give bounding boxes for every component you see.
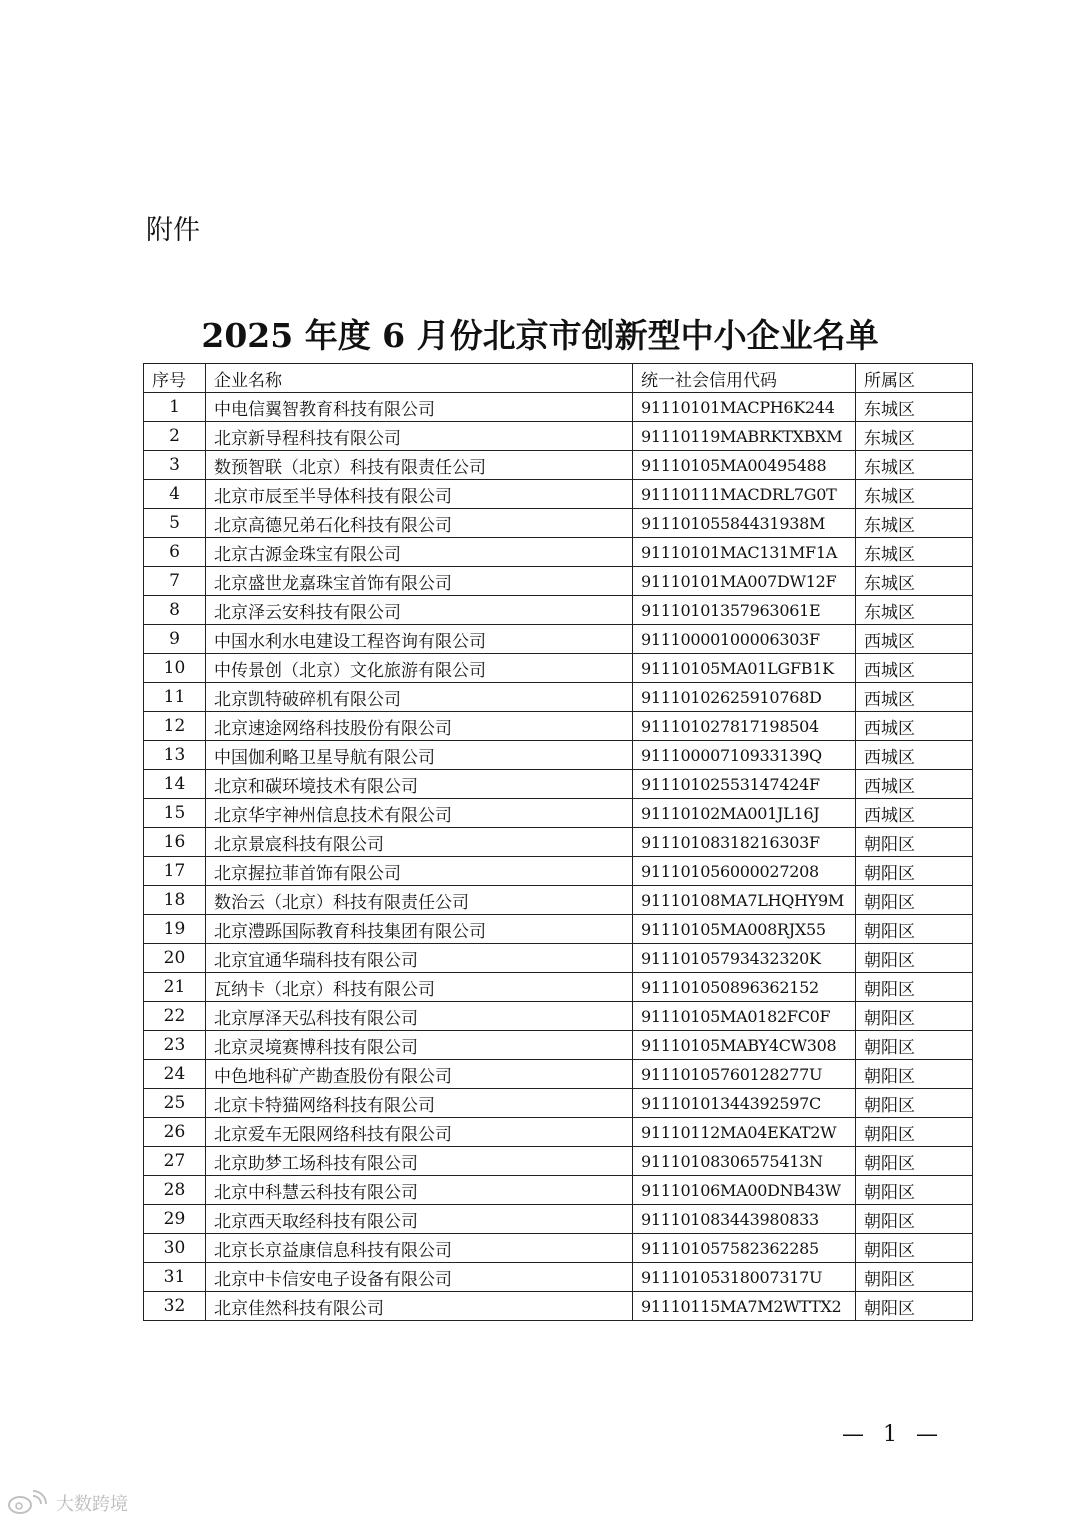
row-credit-code: 91110105MA01LGFB1K [633, 654, 856, 683]
table-header [144, 364, 973, 393]
row-credit-code: 91110105760128277U [633, 1060, 856, 1089]
row-district: 东城区 [856, 480, 973, 509]
row-credit-code: 91110101357963061E [633, 596, 856, 625]
row-district: 朝阳区 [856, 1292, 973, 1321]
row-no: 1 [144, 393, 206, 422]
row-company-name: 北京盛世龙嘉珠宝首饰有限公司 [206, 567, 633, 596]
enterprise-table [143, 363, 973, 1321]
table-row [144, 712, 973, 741]
table-row [144, 915, 973, 944]
row-credit-code: 91110000100006303F [633, 625, 856, 654]
table-row [144, 538, 973, 567]
row-no: 19 [144, 915, 206, 944]
row-credit-code: 91110111MACDRL7G0T [633, 480, 856, 509]
row-no: 16 [144, 828, 206, 857]
row-company-name: 中色地科矿产勘查股份有限公司 [206, 1060, 633, 1089]
header-code: 统一社会信用代码 [633, 364, 856, 393]
row-credit-code: 91110105MA0182FC0F [633, 1002, 856, 1031]
row-district: 朝阳区 [856, 1234, 973, 1263]
row-credit-code: 91110115MA7M2WTTX2 [633, 1292, 856, 1321]
table-row [144, 683, 973, 712]
page-number: — 1 — [842, 1422, 944, 1447]
row-no: 8 [144, 596, 206, 625]
table-body [144, 393, 973, 1321]
row-no: 22 [144, 1002, 206, 1031]
row-district: 东城区 [856, 393, 973, 422]
row-no: 14 [144, 770, 206, 799]
row-district: 朝阳区 [856, 1147, 973, 1176]
row-credit-code: 91110105MA00495488 [633, 451, 856, 480]
row-credit-code: 91110105793432320K [633, 944, 856, 973]
row-district: 西城区 [856, 799, 973, 828]
row-district: 朝阳区 [856, 1089, 973, 1118]
row-credit-code: 911101027817198504 [633, 712, 856, 741]
watermark [6, 1490, 128, 1516]
row-district: 东城区 [856, 567, 973, 596]
table-row [144, 1089, 973, 1118]
row-credit-code: 91110105MABY4CW308 [633, 1031, 856, 1060]
row-company-name: 北京速途网络科技股份有限公司 [206, 712, 633, 741]
row-no: 4 [144, 480, 206, 509]
weibo-logo-icon [6, 1490, 50, 1516]
table-row [144, 973, 973, 1002]
row-company-name: 北京景宸科技有限公司 [206, 828, 633, 857]
row-district: 朝阳区 [856, 1002, 973, 1031]
row-company-name: 北京市辰至半导体科技有限公司 [206, 480, 633, 509]
row-no: 7 [144, 567, 206, 596]
row-company-name: 北京长京益康信息科技有限公司 [206, 1234, 633, 1263]
row-district: 朝阳区 [856, 1060, 973, 1089]
row-district: 东城区 [856, 422, 973, 451]
row-no: 10 [144, 654, 206, 683]
row-company-name: 北京卡特猫网络科技有限公司 [206, 1089, 633, 1118]
row-credit-code: 91110102625910768D [633, 683, 856, 712]
row-district: 西城区 [856, 654, 973, 683]
row-no: 15 [144, 799, 206, 828]
table-row [144, 1263, 973, 1292]
row-company-name: 北京爱车无限网络科技有限公司 [206, 1118, 633, 1147]
row-credit-code: 911101050896362152 [633, 973, 856, 1002]
table-row [144, 451, 973, 480]
row-district: 西城区 [856, 625, 973, 654]
row-no: 30 [144, 1234, 206, 1263]
row-company-name: 北京华宇神州信息技术有限公司 [206, 799, 633, 828]
attachment-label: 附件 [146, 215, 200, 246]
row-credit-code: 91110105MA008RJX55 [633, 915, 856, 944]
table-row [144, 422, 973, 451]
table-row [144, 741, 973, 770]
row-no: 25 [144, 1089, 206, 1118]
row-district: 西城区 [856, 741, 973, 770]
row-no: 11 [144, 683, 206, 712]
row-district: 朝阳区 [856, 1176, 973, 1205]
row-district: 朝阳区 [856, 915, 973, 944]
table-row [144, 1118, 973, 1147]
row-credit-code: 911101056000027208 [633, 857, 856, 886]
row-district: 东城区 [856, 538, 973, 567]
header-name: 企业名称 [206, 364, 633, 393]
row-no: 31 [144, 1263, 206, 1292]
row-no: 24 [144, 1060, 206, 1089]
row-credit-code: 91110102MA001JL16J [633, 799, 856, 828]
row-district: 朝阳区 [856, 1263, 973, 1292]
table-row [144, 944, 973, 973]
row-credit-code: 91110112MA04EKAT2W [633, 1118, 856, 1147]
row-credit-code: 91110119MABRKTXBXM [633, 422, 856, 451]
row-district: 西城区 [856, 770, 973, 799]
table-row [144, 393, 973, 422]
table-row [144, 509, 973, 538]
row-no: 2 [144, 422, 206, 451]
table-row [144, 625, 973, 654]
table-row [144, 654, 973, 683]
row-credit-code: 91110101344392597C [633, 1089, 856, 1118]
row-district: 西城区 [856, 683, 973, 712]
table-row [144, 1176, 973, 1205]
row-company-name: 北京和碳环境技术有限公司 [206, 770, 633, 799]
row-no: 12 [144, 712, 206, 741]
row-company-name: 北京中卡信安电子设备有限公司 [206, 1263, 633, 1292]
row-no: 32 [144, 1292, 206, 1321]
row-company-name: 中国水利水电建设工程咨询有限公司 [206, 625, 633, 654]
row-company-name: 北京西天取经科技有限公司 [206, 1205, 633, 1234]
row-company-name: 数预智联（北京）科技有限责任公司 [206, 451, 633, 480]
header-no: 序号 [144, 364, 206, 393]
table-row [144, 770, 973, 799]
row-no: 21 [144, 973, 206, 1002]
header-row [144, 364, 973, 393]
row-no: 29 [144, 1205, 206, 1234]
row-no: 20 [144, 944, 206, 973]
row-no: 3 [144, 451, 206, 480]
row-no: 9 [144, 625, 206, 654]
row-credit-code: 91110108318216303F [633, 828, 856, 857]
row-credit-code: 91110101MAC131MF1A [633, 538, 856, 567]
row-company-name: 中电信翼智教育科技有限公司 [206, 393, 633, 422]
row-credit-code: 91110105318007317U [633, 1263, 856, 1292]
table-row [144, 1002, 973, 1031]
row-no: 17 [144, 857, 206, 886]
row-district: 东城区 [856, 596, 973, 625]
row-no: 28 [144, 1176, 206, 1205]
row-credit-code: 911101083443980833 [633, 1205, 856, 1234]
row-district: 东城区 [856, 509, 973, 538]
row-company-name: 北京握拉菲首饰有限公司 [206, 857, 633, 886]
row-no: 18 [144, 886, 206, 915]
row-credit-code: 911101057582362285 [633, 1234, 856, 1263]
row-company-name: 北京澧跞国际教育科技集团有限公司 [206, 915, 633, 944]
row-credit-code: 91110101MACPH6K244 [633, 393, 856, 422]
table-row [144, 567, 973, 596]
watermark-text: 大数跨境 [56, 1494, 128, 1515]
row-company-name: 北京宜通华瑞科技有限公司 [206, 944, 633, 973]
row-credit-code: 91110102553147424F [633, 770, 856, 799]
row-district: 朝阳区 [856, 973, 973, 1002]
row-company-name: 北京灵境赛博科技有限公司 [206, 1031, 633, 1060]
table-row [144, 1147, 973, 1176]
row-credit-code: 91110108306575413N [633, 1147, 856, 1176]
row-district: 东城区 [856, 451, 973, 480]
table-row [144, 1205, 973, 1234]
row-credit-code: 91110000710933139Q [633, 741, 856, 770]
row-company-name: 瓦纳卡（北京）科技有限公司 [206, 973, 633, 1002]
row-company-name: 数治云（北京）科技有限责任公司 [206, 886, 633, 915]
row-no: 13 [144, 741, 206, 770]
table-row [144, 886, 973, 915]
row-district: 朝阳区 [856, 1118, 973, 1147]
table-row [144, 828, 973, 857]
row-no: 5 [144, 509, 206, 538]
table-row [144, 480, 973, 509]
row-company-name: 北京助梦工场科技有限公司 [206, 1147, 633, 1176]
row-company-name: 北京新导程科技有限公司 [206, 422, 633, 451]
row-company-name: 北京泽云安科技有限公司 [206, 596, 633, 625]
row-district: 朝阳区 [856, 1031, 973, 1060]
row-company-name: 北京厚泽天弘科技有限公司 [206, 1002, 633, 1031]
row-credit-code: 91110101MA007DW12F [633, 567, 856, 596]
row-no: 27 [144, 1147, 206, 1176]
row-company-name: 北京中科慧云科技有限公司 [206, 1176, 633, 1205]
row-company-name: 北京古源金珠宝有限公司 [206, 538, 633, 567]
table-row [144, 799, 973, 828]
row-district: 朝阳区 [856, 857, 973, 886]
row-credit-code: 91110108MA7LHQHY9M [633, 886, 856, 915]
row-district: 朝阳区 [856, 886, 973, 915]
row-district: 朝阳区 [856, 1205, 973, 1234]
table-row [144, 857, 973, 886]
row-no: 6 [144, 538, 206, 567]
table-row [144, 1060, 973, 1089]
row-credit-code: 91110105584431938M [633, 509, 856, 538]
row-district: 西城区 [856, 712, 973, 741]
row-company-name: 中国伽利略卫星导航有限公司 [206, 741, 633, 770]
document-title: 2025 年度 6 月份北京市创新型中小企业名单 [201, 316, 879, 355]
row-company-name: 北京凯特破碎机有限公司 [206, 683, 633, 712]
table-row [144, 1292, 973, 1321]
row-district: 朝阳区 [856, 828, 973, 857]
row-company-name: 中传景创（北京）文化旅游有限公司 [206, 654, 633, 683]
row-district: 朝阳区 [856, 944, 973, 973]
row-no: 26 [144, 1118, 206, 1147]
row-credit-code: 91110106MA00DNB43W [633, 1176, 856, 1205]
row-company-name: 北京高德兄弟石化科技有限公司 [206, 509, 633, 538]
table-row [144, 1031, 973, 1060]
row-no: 23 [144, 1031, 206, 1060]
table-row [144, 1234, 973, 1263]
header-district: 所属区 [856, 364, 973, 393]
row-company-name: 北京佳然科技有限公司 [206, 1292, 633, 1321]
table-row [144, 596, 973, 625]
